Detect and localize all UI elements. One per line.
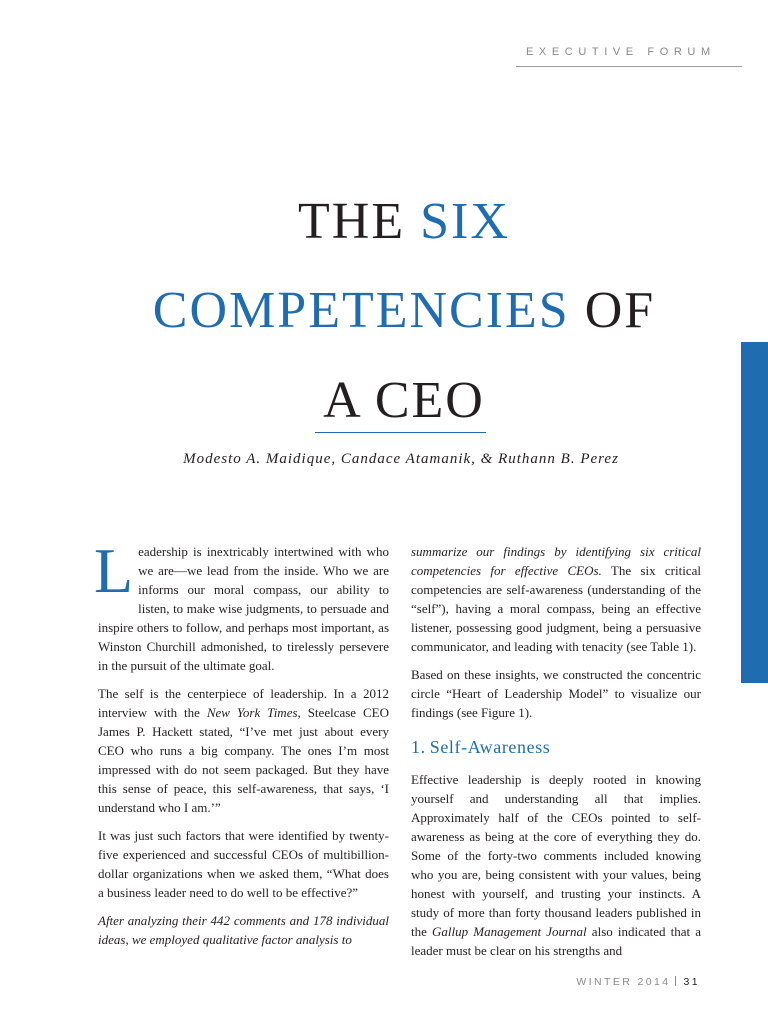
paragraph-analysis: After analyzing their 442 comments and 178 individual ideas, we employed qualitative factor analysis to [98, 913, 389, 947]
title-line-2 [0, 282, 768, 339]
title-line-1 [0, 193, 768, 250]
running-head: EXECUTIVE FORUM [526, 46, 716, 58]
title-word-six: SIX [420, 193, 510, 250]
page-footer [560, 976, 700, 988]
page-number: 31 [683, 976, 700, 988]
paragraph-model: Based on these insights, we constructed the concentric circle “Heart of Leadership Model” to visualize our findings (see Figure 1). [411, 667, 701, 720]
footer-separator [675, 976, 676, 986]
section-number: 1. [411, 737, 426, 757]
paragraph-ceo-survey: It was just such factors that were identified by twenty-five experienced and successful CEOs of multibillion-dollar organizations when we asked them, “What does a business leader need to do well to be effective?” [98, 828, 389, 900]
paragraph-findings: summarize our findings by identifying six critical competencies for effective CEOs. The six critical competencies are self-awareness (understanding of the “self”), having a moral compass, being an effective listener, possessing good judgment, being a persuasive communicator, and leading with tenacity (see Table 1). [411, 544, 701, 654]
title-rule [315, 432, 486, 433]
intro-paragraph [94, 535, 389, 675]
drop-cap: L [94, 535, 134, 606]
paragraph-self-awareness: Effective leadership is deeply rooted in knowing yourself and understanding all that implies. Approximately half of the CEOs pointed to self-awareness as being at the core of everything they do. Some of the forty-two comments included knowing who you are, being consistent with your values, being honest with yourself, and trusting your instincts. A study of more than forty thousand leaders published in the Gallup Management Journal also indicated that a leader must be clear on his strengths and [411, 772, 702, 958]
title-word-competencies: COMPETENCIES [152, 282, 570, 339]
section-title: Self-Awareness [429, 737, 551, 757]
authors-byline: Modesto A. Maidique, Candace Atamanik, & Ruthann B. Perez [183, 451, 619, 467]
left-column [94, 535, 389, 958]
title-word-the: THE [298, 193, 421, 250]
title-line-3: A CEO [323, 372, 485, 429]
section-heading-self-awareness [411, 738, 701, 757]
journal-name: Gallup Management Journal [432, 924, 587, 939]
publication-name: New York Times [206, 705, 298, 720]
right-column [411, 542, 701, 969]
intro-text: eadership is inextricably intertwined with who we are—we lead from the inside. Who we are informs our moral compass, our ability to listen, to make wise judgments, to persuade and inspire others to follow, and perhaps most important, as Winston Churchill admonished, to tirelessly persevere in the pursuit of the ultimate goal. [98, 544, 389, 673]
issue-label: WINTER 2014 [576, 976, 671, 988]
paragraph-self-centerpiece: The self is the centerpiece of leadership. In a 2012 interview with the New York Times, Steelcase CEO James P. Hackett stated, “I’ve met just about every CEO who runs a big company. The ones I’m most impressed with do not seem packaged. But they have this sense of peace, this self-awareness, that says, ‘I understand who I am.’” [98, 686, 389, 815]
header-rule [516, 66, 742, 67]
title-word-of: OF [569, 282, 656, 339]
